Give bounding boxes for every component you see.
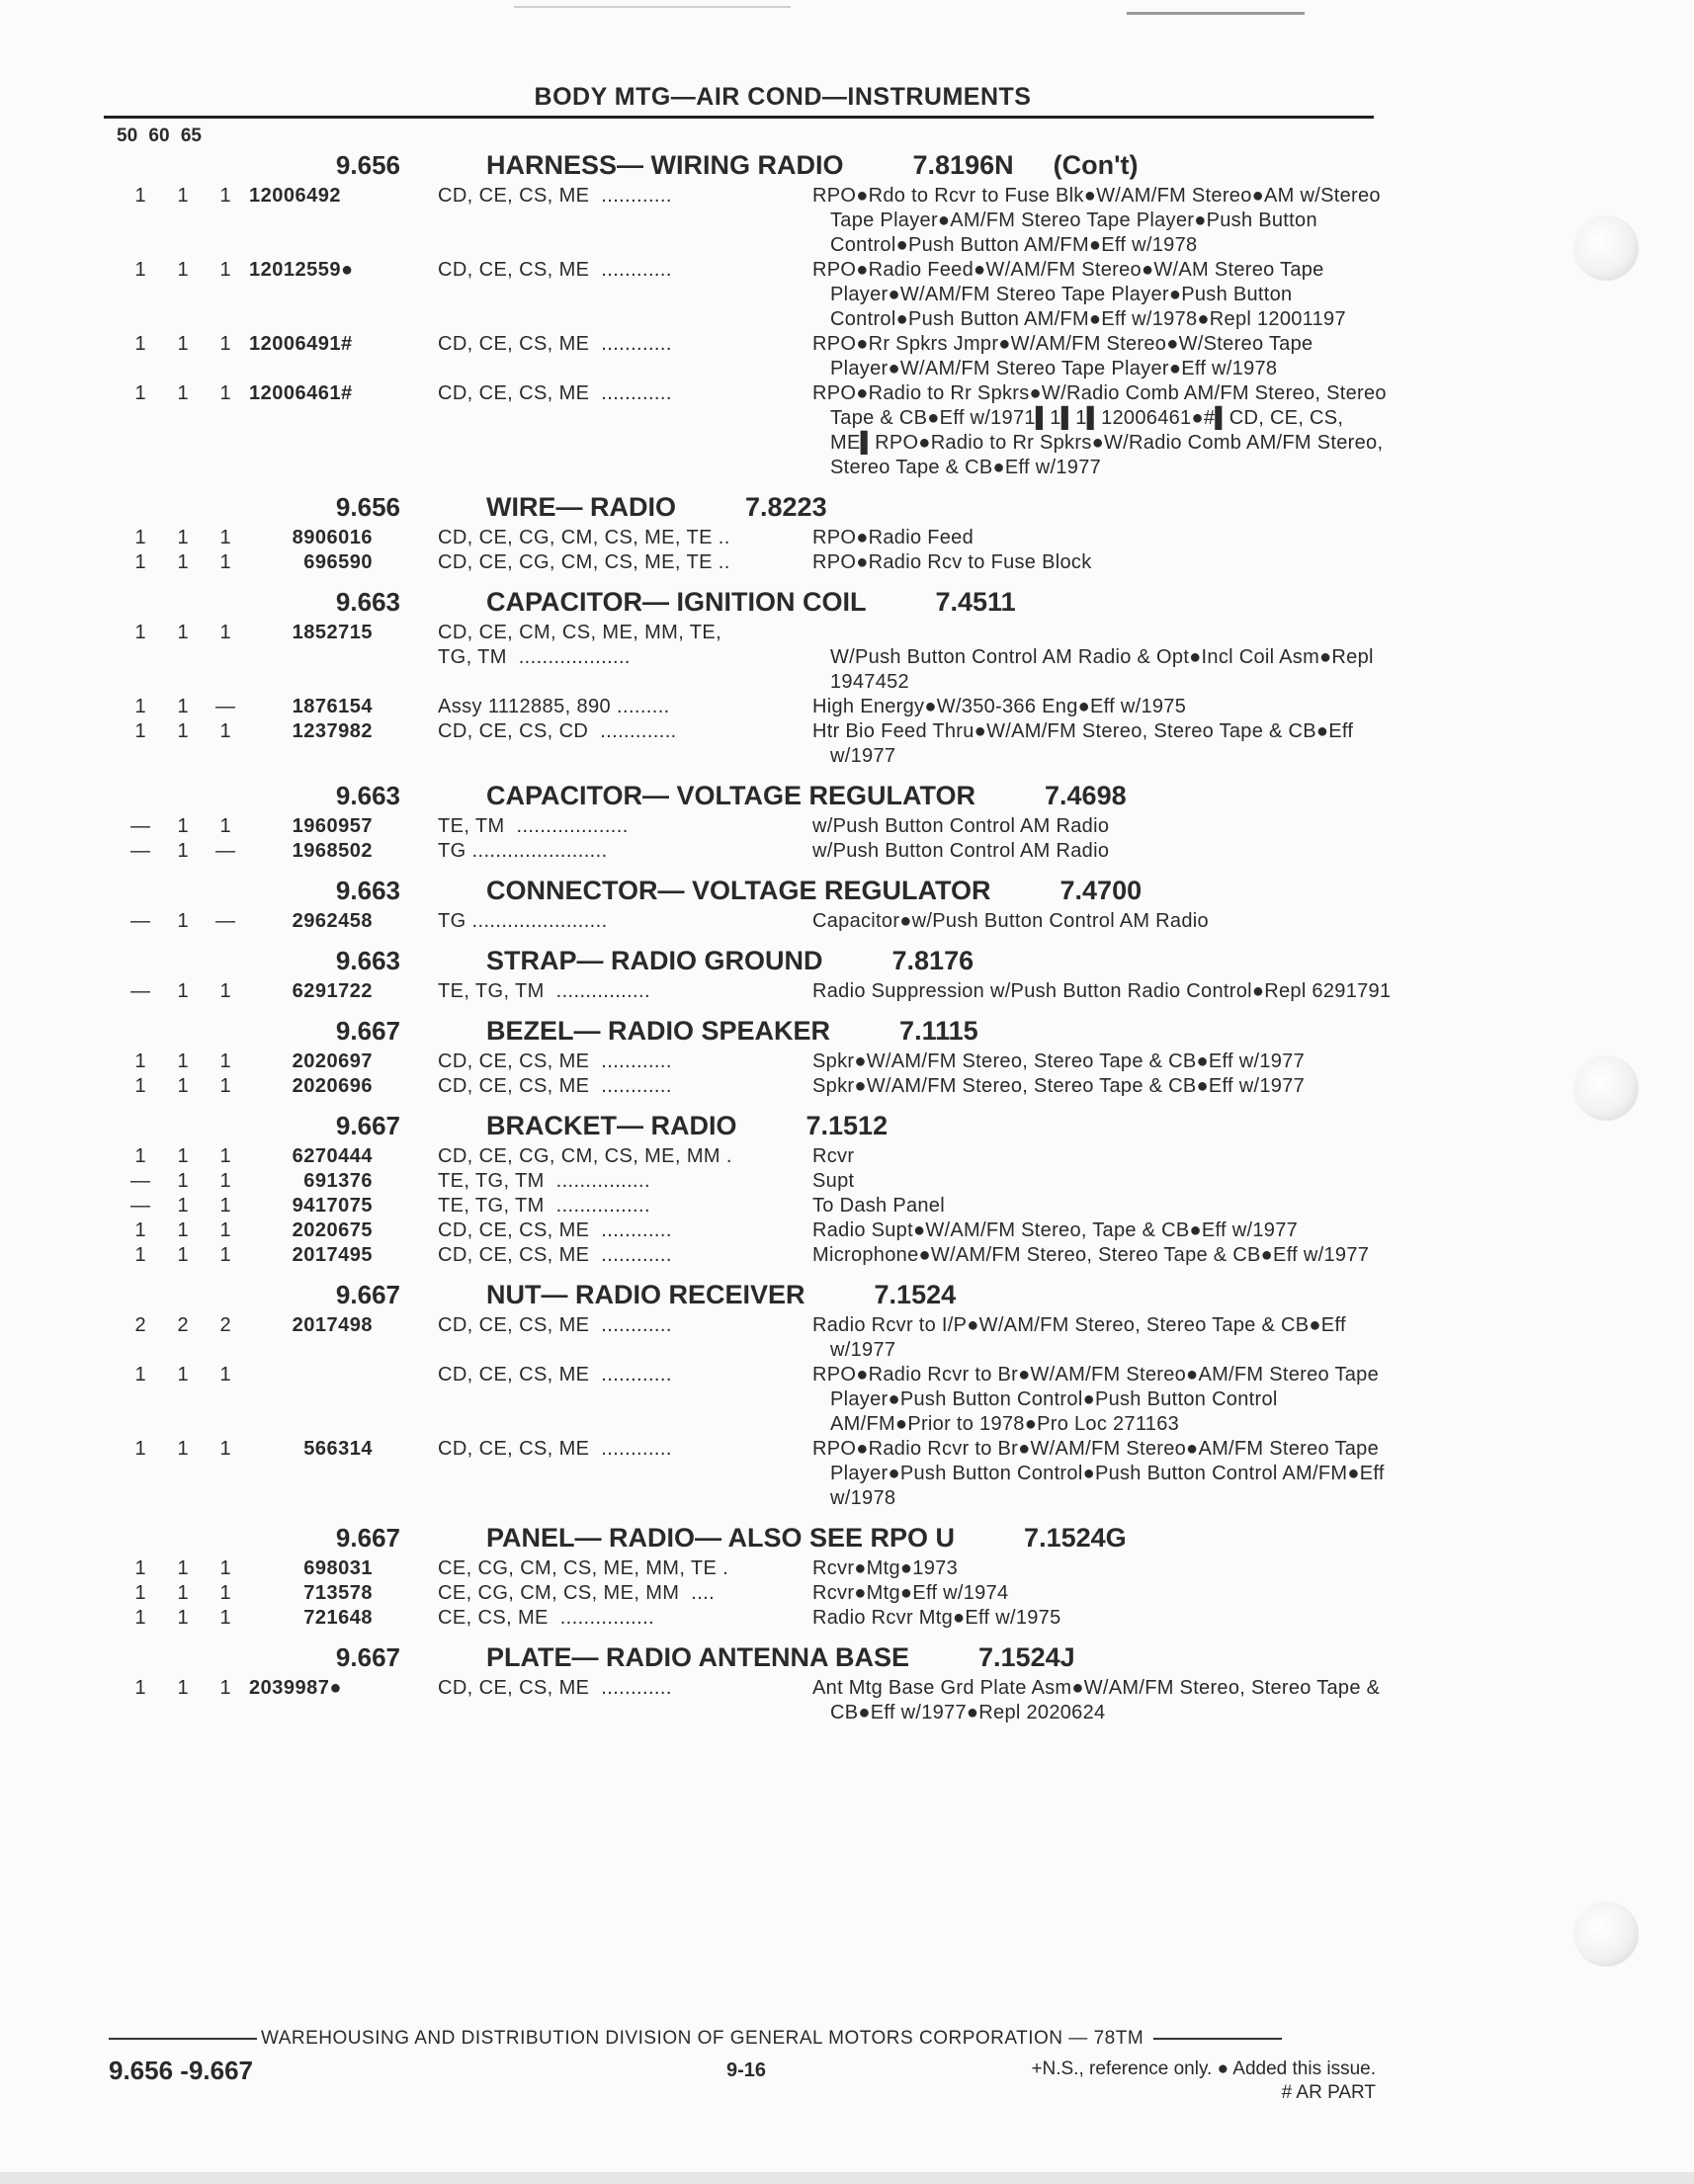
qty-60: 1 — [177, 382, 189, 404]
part-description: Supt — [812, 1170, 855, 1192]
part-description: Rcvr●Mtg●Eff w/1974 — [812, 1582, 1009, 1604]
part-number: 721648 — [303, 1607, 373, 1629]
section-number: 9.663 — [335, 946, 400, 975]
part-row — [0, 979, 1694, 1004]
qty-50: 1 — [134, 720, 146, 742]
section-spacer — [0, 1099, 1694, 1107]
qty-65: 1 — [219, 1438, 231, 1460]
qty-60: 1 — [177, 1364, 189, 1386]
section-name-line — [486, 1016, 978, 1047]
part-number: 2017498 — [292, 1314, 373, 1336]
application-codes: CD, CE, CS, ME ............ — [438, 185, 672, 207]
part-row — [0, 1218, 1694, 1243]
application-codes: CE, CG, CM, CS, ME, MM, TE . — [438, 1557, 729, 1579]
qty-50: 1 — [134, 382, 146, 404]
qty-60: 1 — [177, 1075, 189, 1097]
part-number: 1968502 — [292, 840, 373, 862]
footer-legend — [899, 2058, 1376, 2105]
part-row — [0, 1050, 1694, 1074]
section-name-line — [486, 1642, 1075, 1673]
section-spacer — [0, 1004, 1694, 1012]
section-spacer — [0, 1725, 1694, 1733]
section-number: 9.667 — [335, 1111, 400, 1140]
footer-division — [109, 2028, 1282, 2050]
application-codes: CD, CE, CS, ME ............ — [438, 1677, 672, 1699]
qty-65: 1 — [219, 1244, 231, 1266]
section-number: 9.667 — [335, 1280, 400, 1309]
part-row — [0, 1676, 1694, 1725]
part-description: RPO●Radio Feed — [812, 527, 974, 548]
section-header — [0, 146, 1694, 184]
application-codes: CD, CE, CS, ME ............ — [438, 1219, 672, 1241]
section-code: 7.4511 — [935, 587, 1016, 617]
part-number: 1960957 — [292, 815, 373, 837]
part-row — [0, 381, 1694, 480]
part-number: 1852715 — [292, 622, 373, 643]
part-description: To Dash Panel — [812, 1195, 945, 1217]
part-number: 2962458 — [292, 910, 373, 932]
part-description: Capacitor●w/Push Button Control AM Radio — [812, 910, 1209, 932]
application-codes: CD, CE, CS, ME ............ — [438, 333, 672, 355]
part-number: 1237982 — [292, 720, 373, 742]
qty-65: 1 — [219, 259, 231, 281]
application-codes: CD, CE, CG, CM, CS, ME, TE .. — [438, 551, 730, 573]
qty-60: 1 — [177, 259, 189, 281]
section-code: 7.8196N — [912, 150, 1014, 180]
qty-50: — — [130, 910, 150, 932]
part-description: Radio Supt●W/AM/FM Stereo, Tape & CB●Eff w/1977 — [812, 1219, 1299, 1241]
section-name-line — [486, 587, 1016, 618]
section-code: 7.1524G — [1024, 1523, 1127, 1553]
part-number: 696590 — [303, 551, 373, 573]
section-name: CAPACITOR— IGNITION COIL — [486, 587, 867, 617]
application-codes: CD, CE, CS, ME ............ — [438, 1364, 672, 1386]
qty-60: 1 — [177, 622, 189, 643]
binder-hole — [1573, 1901, 1639, 1967]
qty-50: 1 — [134, 1244, 146, 1266]
qty-50: 1 — [134, 551, 146, 573]
application-codes: TG ....................... — [438, 840, 608, 862]
section-spacer — [0, 864, 1694, 872]
section-code: 7.1115 — [899, 1016, 978, 1046]
qty-65: 2 — [219, 1314, 231, 1336]
qty-65: 1 — [219, 1145, 231, 1167]
application-codes: CD, CE, CS, ME ............ — [438, 382, 672, 404]
section-number: 9.663 — [335, 587, 400, 617]
section-name: PANEL— RADIO— ALSO SEE RPO U — [486, 1523, 956, 1553]
legend-line: +N.S., reference only. ● Added this issue. — [1031, 2058, 1376, 2079]
qty-50: 2 — [134, 1314, 146, 1336]
section-spacer — [0, 769, 1694, 777]
section-name-line — [486, 150, 1139, 181]
section-code: 7.1512 — [805, 1111, 889, 1140]
part-row — [0, 258, 1694, 332]
section-name: BRACKET— RADIO — [486, 1111, 737, 1140]
part-row — [0, 1243, 1694, 1268]
part-number: 2020675 — [292, 1219, 373, 1241]
part-number: 2020696 — [292, 1075, 373, 1097]
section-name-line — [486, 876, 1142, 906]
section-number: 9.656 — [335, 492, 400, 522]
application-codes: CD, CE, CS, ME ............ — [438, 259, 672, 281]
qty-50: 1 — [134, 1677, 146, 1699]
part-row — [0, 719, 1694, 769]
part-row — [0, 1363, 1694, 1437]
part-description: High Energy●W/350-366 Eng●Eff w/1975 — [812, 696, 1187, 717]
qty-65: 1 — [219, 1219, 231, 1241]
qty-65: 1 — [219, 333, 231, 355]
qty-65: — — [215, 840, 235, 862]
part-number: 9417075 — [292, 1195, 373, 1217]
section-name: PLATE— RADIO ANTENNA BASE — [486, 1642, 910, 1672]
application-codes: CD, CE, CS, ME ............ — [438, 1314, 672, 1336]
qty-50: — — [130, 1195, 150, 1217]
part-description: w/Push Button Control AM Radio — [812, 815, 1110, 837]
part-row — [0, 1074, 1694, 1099]
part-number: 12006492 — [249, 185, 341, 207]
section-header — [0, 1638, 1694, 1676]
part-number: 691376 — [303, 1170, 373, 1192]
section-spacer — [0, 1511, 1694, 1519]
qty-60: 1 — [177, 1438, 189, 1460]
section-header — [0, 1276, 1694, 1313]
qty-60: 1 — [177, 1219, 189, 1241]
qty-50: 1 — [134, 696, 146, 717]
qty-50: 1 — [134, 1145, 146, 1167]
part-row — [0, 1606, 1694, 1631]
part-description: RPO●Radio Feed●W/AM/FM Stereo●W/AM Stereo Tape Player●W/AM/FM Stereo Tape Player●Push Button Control●Push Button AM/FM●Eff w/1978●Repl 12001197 — [812, 259, 1346, 330]
section-code: 7.8223 — [745, 492, 827, 522]
qty-60: 1 — [177, 1582, 189, 1604]
qty-60: 1 — [177, 980, 189, 1002]
qty-50: 1 — [134, 527, 146, 548]
header-rule — [104, 116, 1374, 119]
part-row — [0, 1144, 1694, 1169]
section-name-line — [486, 781, 1127, 811]
application-codes: TE, TG, TM ................ — [438, 1195, 650, 1217]
section-name-line — [486, 492, 827, 523]
section-number: 9.667 — [335, 1642, 400, 1672]
footer-range: 9.656 -9.667 — [109, 2056, 254, 2085]
part-description: RPO●Rdo to Rcvr to Fuse Blk●W/AM/FM Stereo●AM w/Stereo Tape Player●AM/FM Stereo Tape Player●Push Button Control●Push Button AM/FM●Eff w/1978 — [812, 185, 1381, 256]
section-code: 7.1524 — [874, 1280, 957, 1309]
qty-50: 1 — [134, 1219, 146, 1241]
part-number: 12006461# — [249, 382, 353, 404]
qty-65: 1 — [219, 1607, 231, 1629]
section-number: 9.663 — [335, 876, 400, 905]
qty-60: 1 — [177, 1170, 189, 1192]
section-name: CAPACITOR— VOLTAGE REGULATOR — [486, 781, 976, 810]
qty-50: 1 — [134, 333, 146, 355]
section-code: 7.1524J — [978, 1642, 1075, 1672]
scan-marks — [514, 0, 1364, 20]
application-codes: CD, CE, CS, ME ............ — [438, 1050, 672, 1072]
application-codes: CD, CE, CS, ME ............ — [438, 1438, 672, 1460]
part-description: RPO●Radio Rcvr to Br●W/AM/FM Stereo●AM/FM Stereo Tape Player●Push Button Control●Push Button Control AM/FM●Prior to 1978●Pro Loc 271163 — [812, 1364, 1380, 1435]
qty-50: 1 — [134, 1557, 146, 1579]
qty-65: 1 — [219, 1075, 231, 1097]
section-header — [0, 488, 1694, 526]
part-number: 6270444 — [292, 1145, 373, 1167]
part-description: RPO●Radio Rcvr to Br●W/AM/FM Stereo●AM/FM Stereo Tape Player●Push Button Control●Push Button Control AM/FM●Eff w/1978 — [812, 1438, 1385, 1509]
section-name: NUT— RADIO RECEIVER — [486, 1280, 805, 1309]
application-codes: TG ....................... — [438, 910, 608, 932]
section-spacer — [0, 934, 1694, 942]
qty-50: — — [130, 1170, 150, 1192]
qty-60: 1 — [177, 1145, 189, 1167]
part-description: RPO●Radio to Rr Spkrs●W/Radio Comb AM/FM Stereo, Stereo Tape & CB●Eff w/1971▌1▌1▌12006461●#▌CD, CE, CS, ME▌RPO●Radio to Rr Spkrs●W/Radio Comb AM/FM Stereo, Stereo Tape & CB●Eff w/1977 — [812, 382, 1387, 478]
qty-50: — — [130, 840, 150, 862]
qty-65: 1 — [219, 527, 231, 548]
qty-60: 1 — [177, 551, 189, 573]
section-header — [0, 872, 1694, 909]
application-codes: CD, CE, CG, CM, CS, ME, TE .. — [438, 527, 730, 548]
part-row — [0, 550, 1694, 575]
part-description: Rcvr●Mtg●1973 — [812, 1557, 958, 1579]
section-spacer — [0, 575, 1694, 583]
application-codes: CD, CE, CM, CS, ME, MM, TE, TG, TM ................... — [438, 622, 722, 668]
qty-50: 1 — [134, 1050, 146, 1072]
qty-65: 1 — [219, 551, 231, 573]
application-codes: TE, TG, TM ................ — [438, 1170, 650, 1192]
qty-60: 1 — [177, 1050, 189, 1072]
application-codes: CD, CE, CS, CD ............. — [438, 720, 677, 742]
section-name: STRAP— RADIO GROUND — [486, 946, 823, 975]
qty-60: 1 — [177, 527, 189, 548]
application-codes: TE, TM ................... — [438, 815, 629, 837]
part-description: RPO●Rr Spkrs Jmpr●W/AM/FM Stereo●W/Stereo Tape Player●W/AM/FM Stereo Tape Player●Eff w/1978 — [812, 333, 1313, 379]
part-number: 713578 — [303, 1582, 373, 1604]
section-code: 7.4698 — [1045, 781, 1127, 810]
application-codes: TE, TG, TM ................ — [438, 980, 650, 1002]
section-spacer — [0, 1631, 1694, 1638]
part-row — [0, 695, 1694, 719]
part-description: Radio Rcvr to I/P●W/AM/FM Stereo, Stereo Tape & CB●Eff w/1977 — [812, 1314, 1346, 1361]
part-row — [0, 1313, 1694, 1363]
qty-60: 2 — [177, 1314, 189, 1336]
qty-65: 1 — [219, 1195, 231, 1217]
qty-65: 1 — [219, 185, 231, 207]
part-description: Rcvr — [812, 1145, 855, 1167]
part-description: Radio Suppression w/Push Button Radio Control●Repl 6291791 — [812, 980, 1392, 1002]
part-description: Htr Bio Feed Thru●W/AM/FM Stereo, Stereo Tape & CB●Eff w/1977 — [812, 720, 1354, 767]
section-name-line — [486, 946, 974, 976]
section-header — [0, 777, 1694, 814]
application-codes: CD, CE, CG, CM, CS, ME, MM . — [438, 1145, 732, 1167]
section-name-line — [486, 1111, 888, 1141]
application-codes: Assy 1112885, 890 ......... — [438, 696, 670, 717]
page-title: BODY MTG—AIR COND—INSTRUMENTS — [534, 83, 1032, 111]
section-name-line — [486, 1280, 956, 1310]
part-number: 12012559● — [249, 259, 354, 281]
section-number: 9.667 — [335, 1016, 400, 1046]
section-header — [0, 942, 1694, 979]
part-row — [0, 1194, 1694, 1218]
footer-division-text: WAREHOUSING AND DISTRIBUTION DIVISION OF GENERAL MOTORS CORPORATION — 78TM — [261, 2028, 1144, 2049]
qty-65: — — [215, 910, 235, 932]
part-number: 12006491# — [249, 333, 353, 355]
qty-50: — — [130, 980, 150, 1002]
part-number: 6291722 — [292, 980, 373, 1002]
qty-50: 1 — [134, 1075, 146, 1097]
qty-60: 1 — [177, 1607, 189, 1629]
qty-65: 1 — [219, 622, 231, 643]
footer-page-number: 9-16 — [726, 2059, 767, 2081]
section-spacer — [0, 480, 1694, 488]
part-number: 2039987● — [249, 1677, 342, 1699]
qty-50: — — [130, 815, 150, 837]
part-row — [0, 184, 1694, 258]
part-row — [0, 621, 1694, 695]
part-row — [0, 332, 1694, 381]
application-codes: CD, CE, CS, ME ............ — [438, 1075, 672, 1097]
qty-65: 1 — [219, 1557, 231, 1579]
part-description: Radio Rcvr Mtg●Eff w/1975 — [812, 1607, 1061, 1629]
qty-65: — — [215, 696, 235, 717]
part-row — [0, 1581, 1694, 1606]
part-number: 566314 — [303, 1438, 373, 1460]
part-description: w/Push Button Control AM Radio — [812, 840, 1110, 862]
section-name: WIRE— RADIO — [486, 492, 676, 522]
part-number: 1876154 — [292, 696, 373, 717]
qty-65: 1 — [219, 815, 231, 837]
qty-50: 1 — [134, 1364, 146, 1386]
part-description: Spkr●W/AM/FM Stereo, Stereo Tape & CB●Eff w/1977 — [812, 1050, 1306, 1072]
qty-60: 1 — [177, 910, 189, 932]
year-columns: 50 60 65 — [117, 126, 202, 146]
part-description: RPO●Radio Rcv to Fuse Block — [812, 551, 1092, 573]
section-header — [0, 1012, 1694, 1050]
qty-65: 1 — [219, 1364, 231, 1386]
section-code: 7.4700 — [1059, 876, 1143, 905]
qty-50: 1 — [134, 1607, 146, 1629]
section-continued: (Con't) — [1053, 150, 1139, 180]
part-number: 8906016 — [292, 527, 373, 548]
section-header — [0, 1107, 1694, 1144]
part-description: Microphone●W/AM/FM Stereo, Stereo Tape & CB●Eff w/1977 — [812, 1244, 1370, 1266]
qty-50: 1 — [134, 1582, 146, 1604]
legend-line: # AR PART — [1281, 2082, 1376, 2103]
qty-50: 1 — [134, 622, 146, 643]
qty-60: 1 — [177, 333, 189, 355]
section-spacer — [0, 1268, 1694, 1276]
application-codes: CE, CG, CM, CS, ME, MM .... — [438, 1582, 716, 1604]
section-name-line — [486, 1523, 1127, 1554]
qty-65: 1 — [219, 1050, 231, 1072]
qty-50: 1 — [134, 185, 146, 207]
scan-edge — [0, 2172, 1694, 2184]
part-description: W/Push Button Control AM Radio & Opt●Incl Coil Asm●Repl 1947452 — [830, 646, 1374, 693]
qty-65: 1 — [219, 720, 231, 742]
section-code: 7.8176 — [891, 946, 974, 975]
section-name: CONNECTOR— VOLTAGE REGULATOR — [486, 876, 991, 905]
part-row — [0, 1556, 1694, 1581]
section-header — [0, 583, 1694, 621]
page-header — [0, 83, 1694, 112]
qty-50: 1 — [134, 259, 146, 281]
part-number: 698031 — [303, 1557, 373, 1579]
application-codes: CE, CS, ME ................ — [438, 1607, 655, 1629]
qty-65: 1 — [219, 1582, 231, 1604]
part-row — [0, 526, 1694, 550]
part-row — [0, 1169, 1694, 1194]
part-row — [0, 814, 1694, 839]
qty-60: 1 — [177, 1677, 189, 1699]
section-number: 9.667 — [335, 1523, 400, 1553]
qty-60: 1 — [177, 840, 189, 862]
qty-60: 1 — [177, 1195, 189, 1217]
part-number: 2020697 — [292, 1050, 373, 1072]
qty-50: 1 — [134, 1438, 146, 1460]
parts-list — [0, 146, 1694, 1733]
part-row — [0, 839, 1694, 864]
qty-65: 1 — [219, 1170, 231, 1192]
part-number: 2017495 — [292, 1244, 373, 1266]
qty-65: 1 — [219, 382, 231, 404]
section-name: BEZEL— RADIO SPEAKER — [486, 1016, 831, 1046]
section-header — [0, 1519, 1694, 1556]
qty-60: 1 — [177, 815, 189, 837]
section-number: 9.663 — [335, 781, 400, 810]
qty-60: 1 — [177, 1557, 189, 1579]
qty-60: 1 — [177, 720, 189, 742]
part-row — [0, 909, 1694, 934]
part-description: Spkr●W/AM/FM Stereo, Stereo Tape & CB●Eff w/1977 — [812, 1075, 1306, 1097]
part-description: Ant Mtg Base Grd Plate Asm●W/AM/FM Stereo, Stereo Tape & CB●Eff w/1977●Repl 2020624 — [812, 1677, 1381, 1723]
qty-65: 1 — [219, 1677, 231, 1699]
qty-65: 1 — [219, 980, 231, 1002]
application-codes: CD, CE, CS, ME ............ — [438, 1244, 672, 1266]
part-row — [0, 1437, 1694, 1511]
section-name: HARNESS— WIRING RADIO — [486, 150, 844, 180]
qty-60: 1 — [177, 696, 189, 717]
qty-60: 1 — [177, 1244, 189, 1266]
section-number: 9.656 — [335, 150, 400, 180]
qty-60: 1 — [177, 185, 189, 207]
